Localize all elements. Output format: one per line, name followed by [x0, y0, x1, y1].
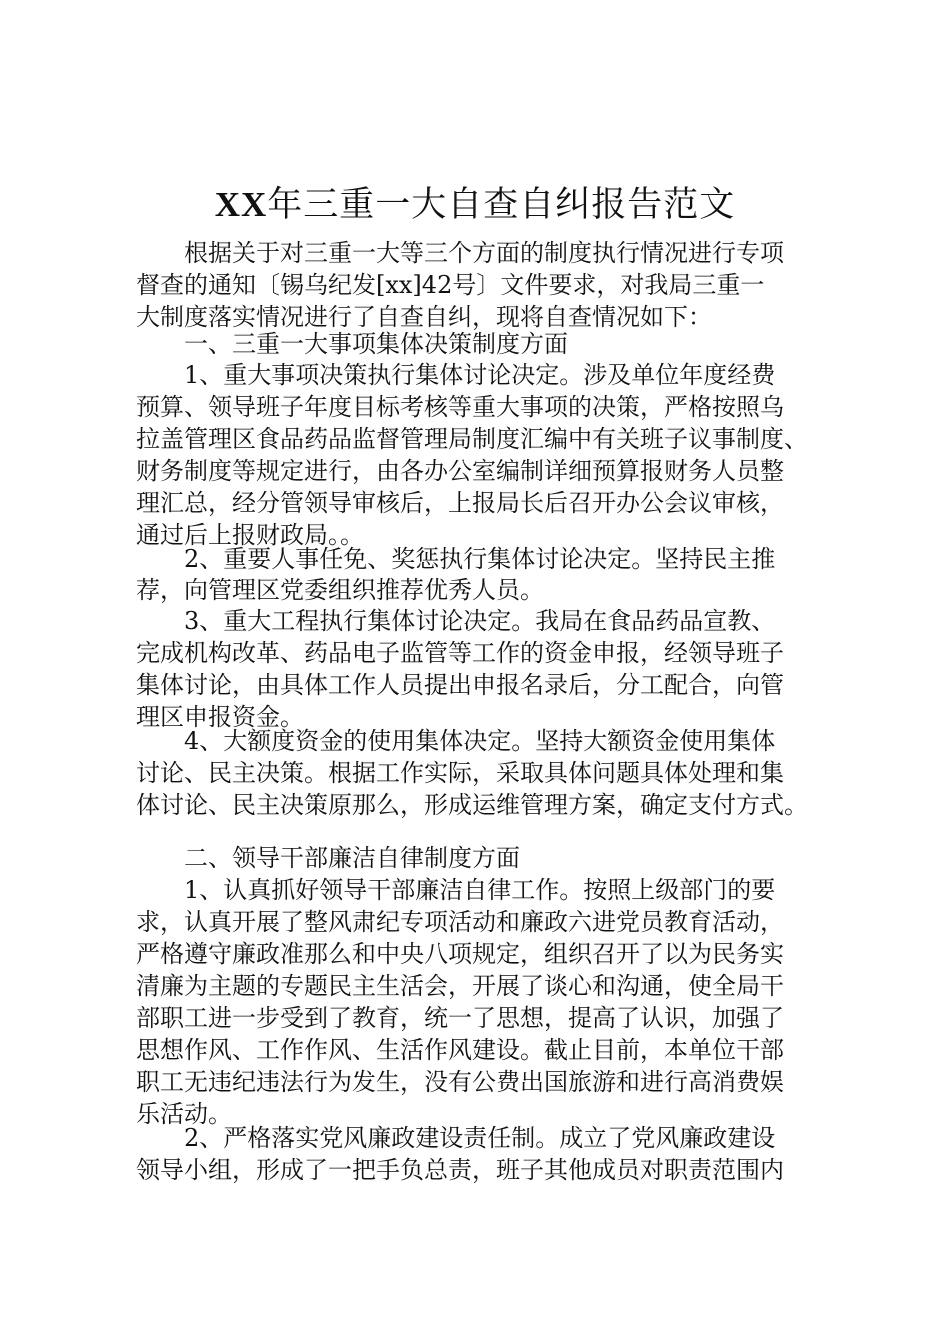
paragraph-line: 职工无违纪违法行为发生，没有公费出国旅游和进行高消费娱 [136, 1068, 784, 1096]
paragraph-line: 理汇总，经分管领导审核后，上报局长后召开办公会议审核， [136, 489, 784, 517]
paragraph-line: 领导小组，形成了一把手负总责，班子其他成员对职责范围内 [136, 1156, 784, 1184]
paragraph-line: 督查的通知〔锡乌纪发[xx]42号〕文件要求，对我局三重一 [136, 271, 765, 299]
paragraph-line: 通过后上报财政局。。 [136, 521, 364, 549]
title-text: 年三重一大自查自纠报告范文 [267, 185, 736, 225]
paragraph-line: 财务制度等规定进行，由各办公室编制详细预算报财务人员整 [136, 457, 784, 485]
paragraph-line: 完成机构改革、药品电子监管等工作的资金申报，经领导班子 [136, 639, 784, 667]
paragraph-line: 讨论、民主决策。根据工作实际，采取具体问题具体处理和集 [136, 759, 784, 787]
section-heading: 一、三重一大事项集体决策制度方面 [184, 330, 568, 358]
paragraph-line: 思想作风、工作作风、生活作风建设。截止目前，本单位干部 [136, 1036, 784, 1064]
paragraph-line: 2、严格落实党风廉政建设责任制。成立了党风廉政建设 [184, 1124, 776, 1152]
paragraph-line: 清廉为主题的专题民主生活会，开展了谈心和沟通，使全局干 [136, 972, 784, 1000]
paragraph-line: 1、重大事项决策执行集体讨论决定。涉及单位年度经费 [184, 361, 776, 389]
paragraph-line: 3、重大工程执行集体讨论决定。我局在食品药品宣教、 [184, 607, 776, 635]
title-xx: XX [214, 185, 268, 224]
paragraph-line: 大制度落实情况进行了自查自纠，现将自查情况如下： [136, 303, 712, 331]
paragraph-line: 严格遵守廉政准那么和中央八项规定，组织召开了以为民务实 [136, 940, 784, 968]
paragraph-line: 集体讨论，由具体工作人员提出申报名录后，分工配合，向管 [136, 671, 784, 699]
paragraph-line: 预算、领导班子年度目标考核等重大事项的决策，严格按照乌 [136, 393, 784, 421]
paragraph-line: 根据关于对三重一大等三个方面的制度执行情况进行专项 [184, 239, 784, 267]
paragraph-line: 乐活动。 [136, 1100, 232, 1128]
paragraph-line: 4、大额度资金的使用集体决定。坚持大额资金使用集体 [184, 727, 776, 755]
paragraph-line: 2、重要人事任免、奖惩执行集体讨论决定。坚持民主推 [184, 545, 776, 573]
paragraph-line: 部职工进一步受到了教育，统一了思想，提高了认识，加强了 [136, 1004, 784, 1032]
paragraph-line: 求，认真开展了整风肃纪专项活动和廉政六进党员教育活动， [136, 908, 784, 936]
section-heading: 二、领导干部廉洁自律制度方面 [184, 844, 520, 872]
paragraph-line: 体讨论、民主决策原那么，形成运维管理方案，确定支付方式。 [136, 791, 808, 819]
paragraph-line: 理区申报资金。 [136, 703, 304, 731]
document-title [0, 180, 950, 230]
paragraph-line: 拉盖管理区食品药品监督管理局制度汇编中有关班子议事制度、 [136, 425, 808, 453]
paragraph-line: 荐，向管理区党委组织推荐优秀人员。 [136, 576, 544, 604]
paragraph-line: 1、认真抓好领导干部廉洁自律工作。按照上级部门的要 [184, 876, 776, 904]
